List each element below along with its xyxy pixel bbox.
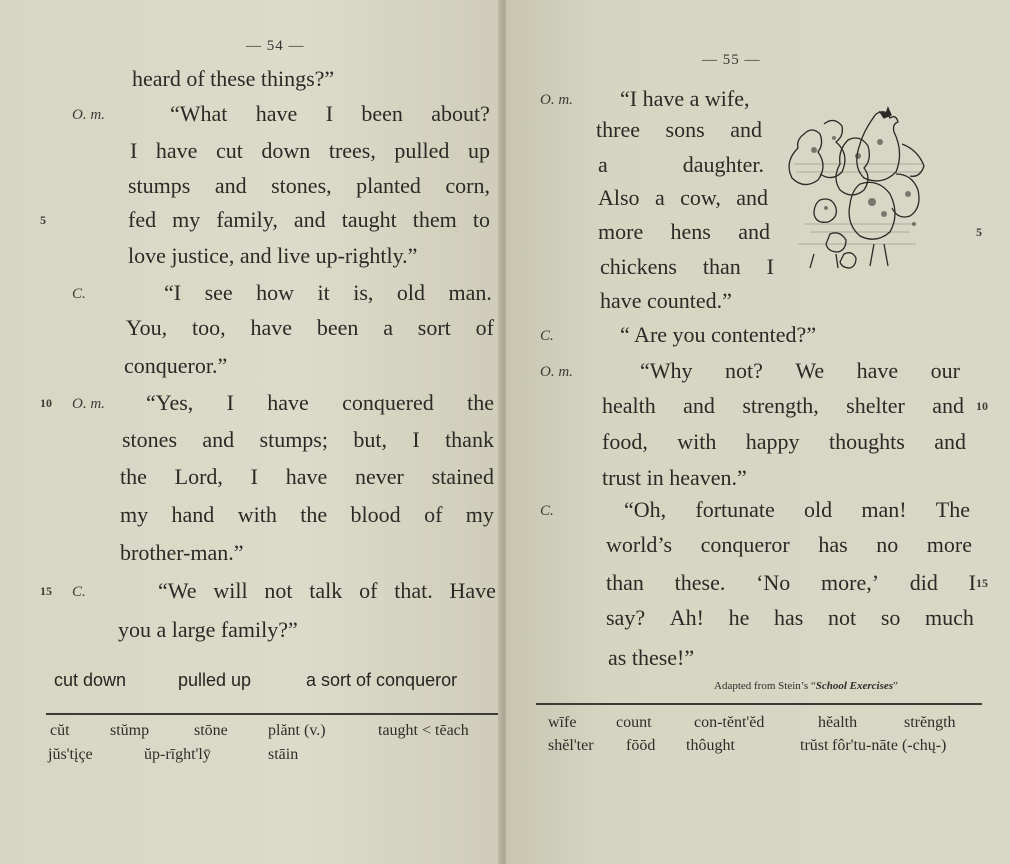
text-line [120, 464, 494, 490]
dictionary-entry: fôr'tu-nāte (-chų-) [832, 737, 947, 754]
dictionary-entry: cŭt [50, 722, 70, 739]
word: a [598, 152, 608, 177]
word: our [930, 358, 960, 383]
speaker-label: C. [72, 584, 86, 600]
word: We [795, 358, 825, 383]
word: and [736, 185, 768, 210]
text-line [600, 288, 732, 314]
word: talk [309, 578, 343, 603]
word: more [926, 532, 972, 557]
word: Lord, [174, 464, 223, 489]
dictionary-entry: trŭst [800, 737, 829, 754]
word: have [267, 390, 309, 415]
word: and [239, 243, 272, 268]
word: strength, [742, 393, 819, 418]
word: never [355, 464, 404, 489]
word: thoughts [828, 429, 905, 454]
word: Ah! [669, 605, 704, 630]
word: corn, [445, 173, 490, 198]
speaker-label: O. m. [72, 107, 105, 123]
divider-rule [46, 713, 498, 715]
line-number: 5 [976, 225, 982, 239]
word: these. [674, 570, 726, 595]
word: hens [670, 219, 711, 244]
word: food, [602, 429, 648, 454]
dictionary-entry: stŭmp [110, 722, 150, 739]
word: much [925, 605, 974, 630]
word: conqueror.” [124, 353, 228, 378]
text-line [128, 207, 490, 233]
text-line [620, 86, 749, 112]
word: sort [417, 315, 451, 340]
word: up [467, 138, 490, 163]
text-line [606, 570, 976, 596]
word: old [396, 280, 426, 305]
line-number: 15 [976, 576, 988, 590]
text-line [640, 358, 960, 384]
dictionary-entry: ŭp-rīght'lȳ [144, 746, 211, 763]
word: three [596, 117, 640, 142]
word: have [250, 315, 292, 340]
text-line [146, 390, 494, 416]
line-number: 5 [40, 213, 46, 227]
dictionary-entry: count [616, 714, 652, 731]
word: thank [445, 427, 494, 452]
text-line [120, 502, 494, 528]
word: stumps [128, 173, 191, 198]
hens-and-chickens-illustration [784, 104, 930, 280]
word: justice, [171, 243, 235, 268]
dictionary-entry: plănt (v.) [268, 722, 326, 739]
word: fortunate [695, 497, 775, 522]
dictionary-entry: stāin [268, 746, 299, 763]
word: about? [431, 101, 490, 126]
word: conqueror [700, 532, 790, 557]
dictionary-entry: hĕalth [818, 714, 858, 731]
word: to [472, 207, 490, 232]
word: trees, [328, 138, 376, 163]
word: too, [192, 315, 226, 340]
word: world’s [606, 532, 672, 557]
word: stones, [271, 173, 332, 198]
word: conquered [342, 390, 434, 415]
word: than [606, 570, 644, 595]
word: “ Are you contented?” [620, 322, 817, 347]
word: how [256, 280, 295, 305]
word: so [880, 605, 901, 630]
word: with [237, 502, 277, 527]
speaker-label: C. [72, 286, 86, 302]
word: “We [158, 578, 197, 603]
word: with [677, 429, 717, 454]
divider-rule [536, 703, 982, 705]
word: blood [350, 502, 401, 527]
word: daughter. [682, 152, 764, 177]
text-line [602, 393, 964, 419]
word: have [155, 138, 198, 163]
word: have [255, 101, 298, 126]
word: is, [353, 280, 374, 305]
word: been [361, 101, 403, 126]
word: of [359, 578, 378, 603]
word: not [828, 605, 857, 630]
word: it [317, 280, 330, 305]
word: has [774, 605, 804, 630]
word: “I have a wife, [620, 86, 750, 111]
page-number: — 55 — [702, 52, 761, 68]
word: and [202, 427, 235, 452]
dictionary-entry: wīfe [548, 714, 577, 731]
word: man. [448, 280, 492, 305]
text-line [596, 117, 762, 143]
word: fed [128, 207, 157, 232]
word: shelter [846, 393, 905, 418]
word: no [876, 532, 899, 557]
dictionary-entry: jŭs'tįçe [48, 746, 93, 763]
word: taught [341, 207, 397, 232]
text-line [164, 280, 492, 306]
line-number: 15 [40, 584, 52, 598]
text-line [118, 617, 298, 643]
word: will [213, 578, 248, 603]
word: and [934, 429, 966, 454]
text-line [158, 578, 496, 604]
word: a [383, 315, 393, 340]
dictionary-entry: stōne [194, 722, 228, 739]
vocab-phrase: a sort of conqueror [306, 670, 458, 690]
dictionary-entry: taught < tēach [378, 722, 469, 739]
speaker-label: C. [540, 503, 554, 519]
word: Also [598, 185, 640, 210]
word: and [214, 173, 247, 198]
text-line [120, 540, 244, 566]
word: the [467, 390, 494, 415]
word: cow, [680, 185, 721, 210]
word: not [264, 578, 293, 603]
dictionary-entry: con-tĕnt'ĕd [694, 714, 765, 731]
text-line [126, 315, 494, 341]
word: love [128, 243, 166, 268]
word: chickens [600, 254, 677, 279]
word: and [738, 219, 770, 244]
word: and [932, 393, 964, 418]
word: but, [353, 427, 387, 452]
word: pulled [394, 138, 450, 163]
text-line [128, 243, 417, 269]
vocab-phrase: pulled up [178, 670, 252, 690]
word: stones [122, 427, 177, 452]
word: than [702, 254, 741, 279]
word: has [818, 532, 848, 557]
text-line [624, 497, 970, 523]
word: and [293, 207, 326, 232]
word: cut [215, 138, 243, 163]
text-line [130, 138, 490, 164]
text-line [608, 645, 694, 671]
dictionary-entry: fōōd [626, 737, 656, 754]
word: I [325, 101, 334, 126]
speaker-label: O. m. [540, 364, 573, 380]
word: as these!” [608, 645, 695, 670]
text-line [600, 254, 774, 280]
word: man! [861, 497, 907, 522]
word: “What [170, 101, 228, 126]
word: the [120, 464, 147, 489]
word: I [250, 464, 258, 489]
word: the [300, 502, 328, 527]
word: brother-man.” [120, 540, 244, 565]
line-number: 10 [976, 399, 988, 413]
word: ‘No [756, 570, 791, 595]
line-number: 10 [40, 396, 52, 410]
word: them [412, 207, 457, 232]
vocab-phrase: cut down [54, 670, 127, 690]
word: up-rightly.” [315, 243, 418, 268]
word: family, [216, 207, 278, 232]
word: my [465, 502, 494, 527]
word: see [204, 280, 233, 305]
word: “I [164, 280, 182, 305]
word: stained [431, 464, 494, 489]
text-line [606, 605, 974, 631]
text-line [602, 429, 966, 455]
word: I [412, 427, 420, 452]
speaker-label: O. m. [540, 92, 573, 108]
source-credit: Adapted from Stein’s “School Exercises” [714, 680, 898, 692]
word: you a large family?” [118, 617, 298, 642]
page-number: — 54 — [246, 38, 305, 54]
speaker-label: C. [540, 328, 554, 344]
text-line [606, 532, 972, 558]
word: down [261, 138, 311, 163]
dictionary-entry: shĕl'ter [548, 737, 594, 754]
text-line [128, 173, 490, 199]
word: a [654, 185, 665, 210]
word: more [598, 219, 644, 244]
word: planted [356, 173, 421, 198]
text-line [598, 185, 768, 211]
left-page [0, 0, 502, 864]
word: heard of these things?” [132, 66, 335, 91]
word: live [277, 243, 311, 268]
word: have counted.” [600, 288, 732, 313]
word: and [683, 393, 715, 418]
word: he [728, 605, 750, 630]
right-page [506, 0, 1010, 864]
word: been [316, 315, 359, 340]
word: health [602, 393, 656, 418]
word: “Why [640, 358, 693, 383]
text-line [132, 66, 334, 92]
word: more,’ [821, 570, 880, 595]
text-line [598, 152, 764, 178]
text-line [598, 219, 770, 245]
word: my [120, 502, 149, 527]
dictionary-entry: strĕngth [904, 714, 956, 731]
word: hand [171, 502, 215, 527]
word: have [285, 464, 328, 489]
word: trust in heaven.” [602, 465, 747, 490]
word: my [172, 207, 201, 232]
word: “Yes, [146, 390, 194, 415]
word: I [226, 390, 234, 415]
word: not? [725, 358, 763, 383]
text-line [602, 465, 747, 491]
word: have [856, 358, 899, 383]
word: sons [665, 117, 705, 142]
word: stumps; [259, 427, 328, 452]
text-line [620, 322, 816, 348]
word: happy [745, 429, 800, 454]
word: did [909, 570, 938, 595]
word: The [935, 497, 970, 522]
word: Have [449, 578, 496, 603]
word: that. [394, 578, 433, 603]
word: I [968, 570, 976, 595]
text-line [170, 101, 490, 127]
text-line [122, 427, 494, 453]
speaker-label: O. m. [72, 396, 105, 412]
dictionary-entry: thôught [686, 737, 735, 754]
word: I [130, 138, 138, 163]
word: “Oh, [624, 497, 667, 522]
word: say? [606, 605, 646, 630]
word: You, [126, 315, 168, 340]
word: I [766, 254, 774, 279]
word: of [424, 502, 443, 527]
word: of [475, 315, 494, 340]
text-line [124, 353, 227, 379]
word: and [730, 117, 762, 142]
word: old [804, 497, 833, 522]
